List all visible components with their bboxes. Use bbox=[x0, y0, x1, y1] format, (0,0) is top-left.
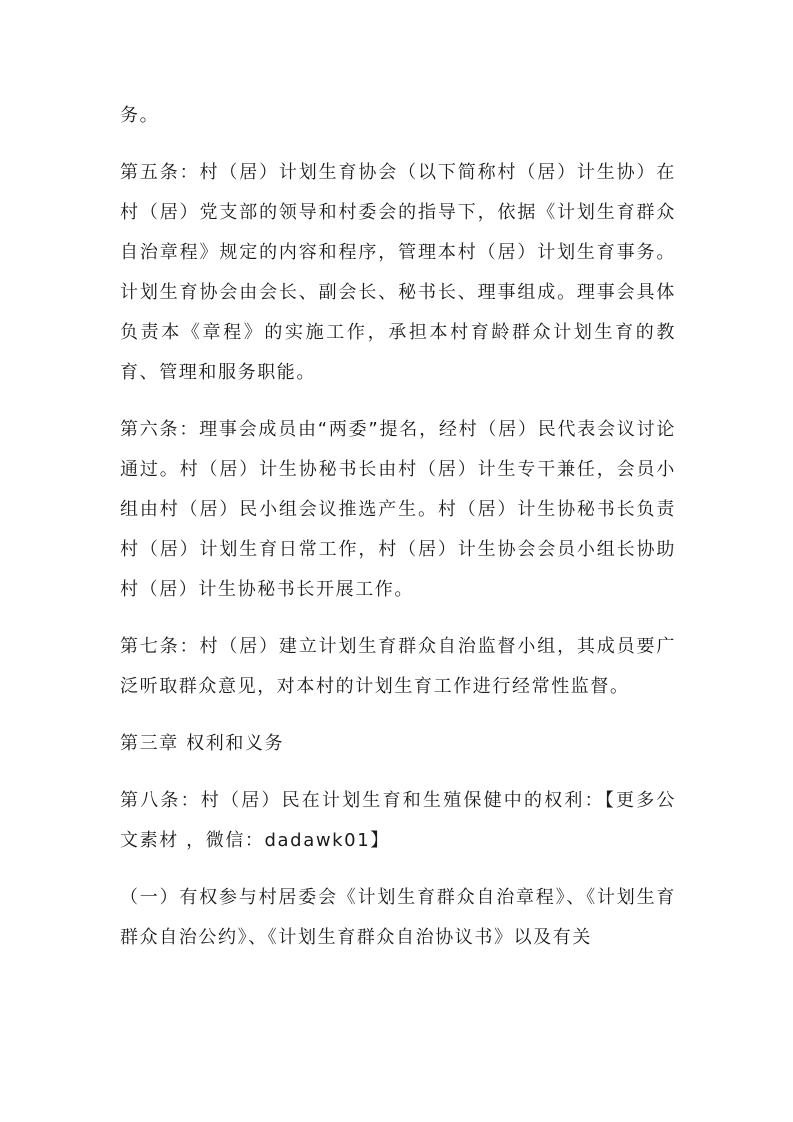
article-8-item-1: （一）有权参与村居委会《计划生育群众自治章程》、《计划生育群众自治公约》、《计划生育群众自治协议书》以及有关 bbox=[120, 887, 676, 948]
article-5: 第五条：村（居）计划生育协会（以下简称村（居）计生协）在村（居）党支部的领导和村委会的指导下，依据《计划生育群众自治章程》规定的内容和程序，管理本村（居）计划生育事务。计划生育协会由会长、副会长、秘书长、理事组成。理事会具体负责本《章程》的实施工作，承担本村育龄群众计划生育的教育、管理和服务职能。 bbox=[120, 162, 676, 383]
paragraph-continuation: 务。 bbox=[120, 105, 160, 126]
article-8: 第八条：村（居）民在计划生育和生殖保健中的权利：【更多公文素材 ，微信：dadawk01】 bbox=[120, 790, 676, 851]
article-6: 第六条：理事会成员由“两委”提名，经村（居）民代表会议讨论通过。村（居）计生协秘书长由村（居）计生专干兼任，会员小组由村（居）民小组会议推选产生。村（居）计生协秘书长负责村（居）计划生育日常工作，村（居）计生协会会员小组长协助村（居）计生协秘书长开展工作。 bbox=[120, 419, 676, 600]
article-7: 第七条：村（居）建立计划生育群众自治监督小组，其成员要广泛听取群众意见，对本村的计划生育工作进行经常性监督。 bbox=[120, 636, 676, 697]
chapter-3-heading: 第三章 权利和义务 bbox=[120, 733, 285, 754]
document-page bbox=[120, 96, 676, 975]
